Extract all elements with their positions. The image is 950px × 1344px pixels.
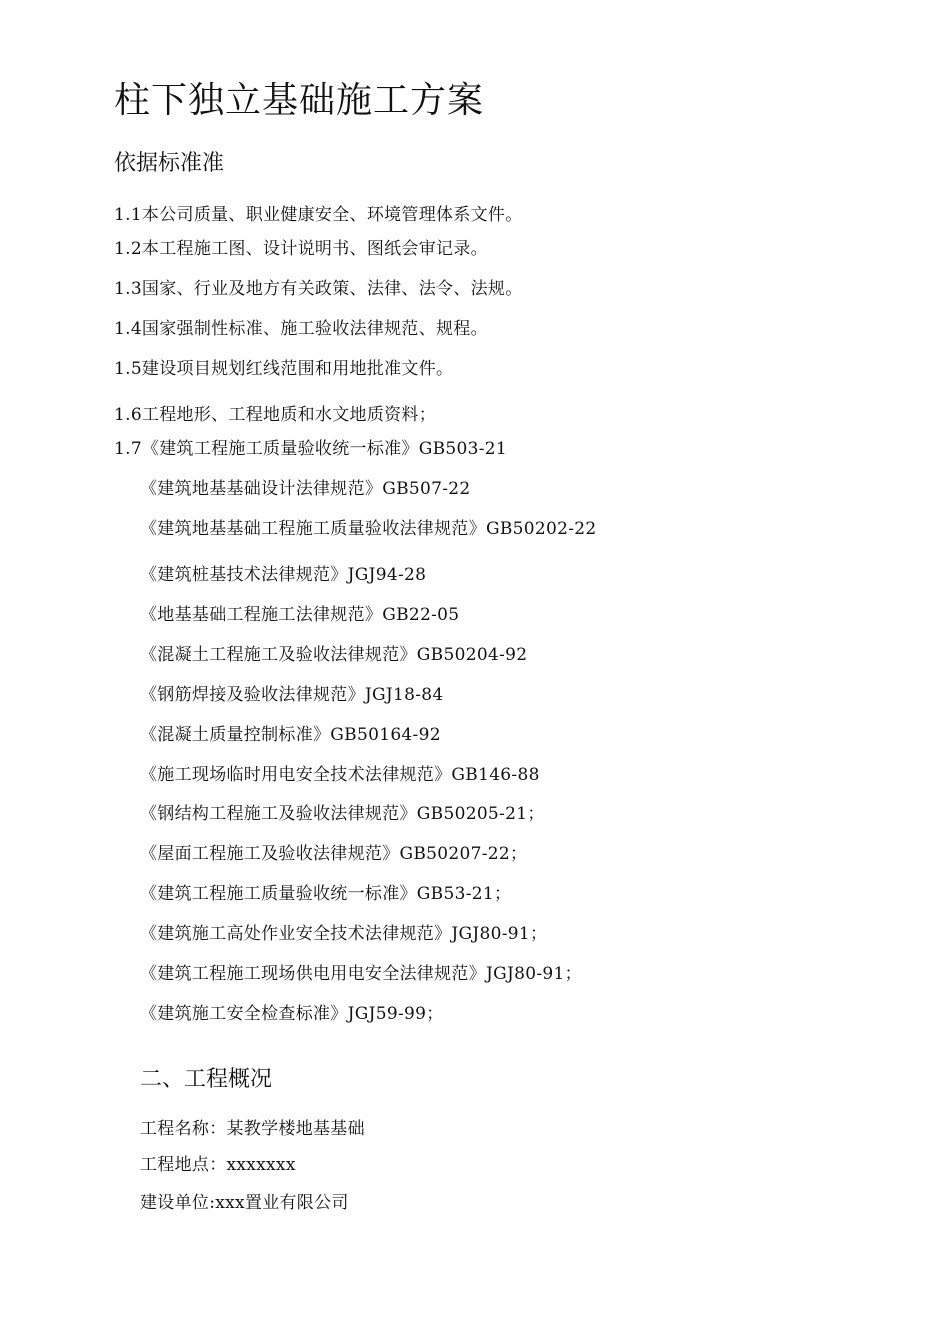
- standard-item: 《建筑施工高处作业安全技术法律规范》JGJ80-91；: [140, 924, 548, 944]
- standard-item: 《屋面工程施工及验收法律规范》GB50207-22；: [140, 844, 528, 864]
- standard-item: 《建筑地基基础设计法律规范》GB507-22: [140, 479, 471, 499]
- overview-item: 工程地点：xxxxxxx: [140, 1155, 296, 1175]
- basis-item: 1.2本工程施工图、设计说明书、图纸会审记录。: [114, 239, 488, 259]
- standard-item: 《混凝土工程施工及验收法律规范》GB50204-92: [140, 645, 528, 665]
- section-heading-basis: 依据标准准: [114, 151, 225, 176]
- basis-item: 1.7《建筑工程施工质量验收统一标准》GB503-21: [114, 439, 508, 459]
- standard-item: 《混凝土质量控制标准》GB50164-92: [140, 725, 441, 745]
- standard-item: 《建筑工程施工现场供电用电安全法律规范》JGJ80-91；: [140, 964, 582, 984]
- overview-item: 工程名称：某教学楼地基基础: [140, 1119, 365, 1139]
- section-heading-overview: 二、工程概况: [140, 1067, 273, 1092]
- standard-item: 《建筑地基基础工程施工质量验收法律规范》GB50202-22: [140, 519, 597, 539]
- standard-item: 《建筑工程施工质量验收统一标准》GB53-21；: [140, 884, 512, 904]
- standard-item: 《建筑桩基技术法律规范》JGJ94-28: [140, 565, 427, 585]
- basis-item: 1.5建设项目规划红线范围和用地批准文件。: [114, 359, 454, 379]
- document-title: 柱下独立基础施工方案: [114, 80, 485, 121]
- standard-item: 《建筑施工安全检查标准》JGJ59-99；: [140, 1004, 444, 1024]
- basis-item: 1.3国家、行业及地方有关政策、法律、法令、法规。: [114, 279, 523, 299]
- basis-item: 1.1本公司质量、职业健康安全、环境管理体系文件。: [114, 205, 523, 225]
- standard-item: 《钢筋焊接及验收法律规范》JGJ18-84: [140, 685, 444, 705]
- standard-item: 《施工现场临时用电安全技术法律规范》GB146-88: [140, 765, 540, 785]
- basis-item: 1.4国家强制性标准、施工验收法律规范、规程。: [114, 319, 488, 339]
- basis-item: 1.6工程地形、工程地质和水文地质资料；: [114, 405, 437, 425]
- standard-item: 《钢结构工程施工及验收法律规范》GB50205-21；: [140, 804, 545, 824]
- overview-item: 建设单位:xxx置业有限公司: [140, 1193, 349, 1213]
- standard-item: 《地基基础工程施工法律规范》GB22-05: [140, 605, 460, 625]
